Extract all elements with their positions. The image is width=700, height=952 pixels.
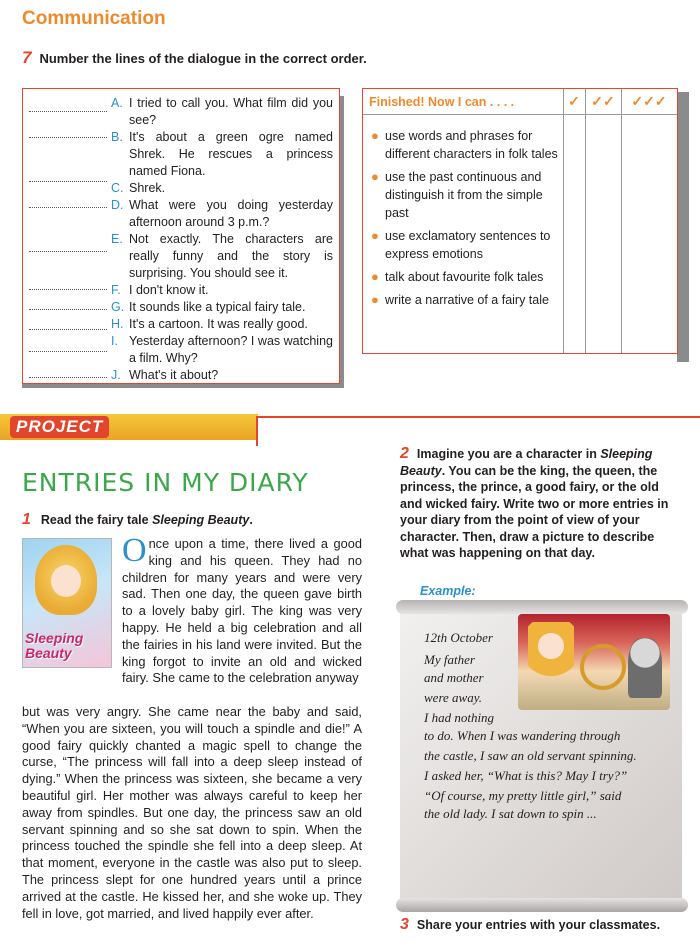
line-text: Yesterday afternoon? I was watching a film. Why? [129, 334, 333, 365]
bullet-icon: ● [371, 228, 379, 243]
project-label: PROJECT [10, 416, 109, 438]
scroll-roll-top [396, 600, 688, 614]
dialogue-line-g [111, 299, 333, 316]
exercise-number: 7 [22, 48, 32, 67]
answer-line[interactable] [29, 351, 107, 352]
old-servant-figure [628, 638, 662, 698]
instruction-title: Sleeping Beauty [152, 513, 250, 527]
answer-line[interactable] [29, 111, 107, 112]
instruction-text: Number the lines of the dialogue in the correct order. [39, 51, 367, 66]
instruction-text: Imagine you are a character in [416, 447, 601, 461]
diary-line: the old lady. I sat down to spin ... [424, 806, 597, 821]
line-letter: E. [111, 232, 123, 246]
diary-line: the castle, I saw an old servant spinning. [424, 748, 637, 763]
dialogue-box [22, 88, 340, 384]
diary-line: to do. When I was wandering through [424, 728, 621, 743]
bullet-icon: ● [371, 269, 379, 284]
line-letter: H. [111, 317, 124, 331]
check-one-icon: ✓ [568, 93, 580, 109]
exercise-number: 3 [400, 916, 409, 933]
diary-line: were away. [424, 690, 483, 705]
checklist-items [371, 127, 561, 314]
section-title: Communication [22, 8, 166, 29]
item-text: use the past continuous and distinguish it from the simple past [385, 170, 543, 220]
line-text: Not exactly. The characters are really funny and the story is surprising. You should see it. [129, 232, 333, 280]
line-letter: B. [111, 130, 123, 144]
project-divider-corner [256, 416, 258, 446]
line-letter: G. [111, 300, 125, 314]
diary-line: I had nothing [424, 710, 495, 725]
line-text: What were you doing yesterday afternoon around 3 p.m.? [129, 198, 333, 229]
story-text-bottom: but was very angry. She came near the baby and said, “When you are sixteen, you will touch a spindle and die!” A good fairy quickly chanted a magic spell to change the curse, “The princess will fall into a deep sleep instead of dying.” When the princess was sixteen, she became a very beautiful girl. Her mother was always careful to keep her away from spindles. But one day, the princess saw an old servant spinning and so she sat down to spin. When the princess touched the spindle she fell into a deep sleep. At that moment, everyone in the castle was also put to sleep. The princess slept for one hundred years until a prince arrived at the castle. He kissed her, and she woke up. They fell in love, got married, and lived happily ever after. [22, 704, 362, 921]
dialogue-line-a [111, 95, 333, 129]
book-cover-image [22, 538, 112, 668]
line-letter: I. [111, 334, 118, 348]
line-text: What's it about? [129, 368, 219, 382]
line-letter: J. [111, 368, 121, 382]
line-text: Shrek. [129, 181, 166, 195]
exercise-1-instruction [22, 511, 253, 529]
item-text: write a narrative of a fairy tale [385, 293, 549, 307]
exercise-3-instruction [400, 916, 660, 934]
instruction-text: Share your entries with your classmates. [416, 918, 661, 932]
answer-line[interactable] [29, 309, 107, 310]
dialogue-line-b [111, 129, 333, 180]
spinning-wheel [580, 644, 626, 690]
dialogue-line-f [111, 282, 333, 299]
answer-line[interactable] [29, 289, 107, 290]
exercise-number: 1 [22, 511, 31, 528]
instruction-text: Read the fairy tale [40, 513, 153, 527]
item-text: use exclamatory sentences to express emotions [385, 229, 551, 261]
project-title: ENTRIES IN MY DIARY [22, 468, 309, 497]
exercise-number: 2 [400, 445, 409, 462]
story-dropcap: O [122, 532, 147, 569]
line-text: I don't know it. [129, 283, 209, 297]
checklist-item [371, 127, 561, 163]
princess-figure [528, 622, 574, 682]
bullet-icon: ● [371, 292, 379, 307]
exercise-7-instruction [22, 48, 367, 68]
dialogue-lines [111, 95, 333, 384]
book-cover-title: Sleeping Beauty [25, 630, 84, 661]
answer-lines [29, 89, 107, 383]
diary-line: My father [424, 652, 475, 667]
check-three-icon: ✓✓✓ [631, 93, 667, 109]
diary-line: and mother [424, 670, 484, 685]
line-letter: C. [111, 181, 124, 195]
line-letter: D. [111, 198, 124, 212]
item-text: use words and phrases for different characters in folk tales [385, 129, 558, 161]
checklist-item [371, 268, 561, 286]
checklist-item [371, 291, 561, 309]
line-text: It's a cartoon. It was really good. [129, 317, 308, 331]
project-divider [258, 416, 700, 418]
line-letter: F. [111, 283, 121, 297]
item-text: talk about favourite folk tales [385, 270, 544, 284]
finished-box-shadow [677, 92, 689, 362]
line-text: It's about a green ogre named Shrek. He rescues a princess named Fiona. [129, 130, 333, 178]
story-text-top [122, 532, 362, 687]
finished-checklist [362, 88, 678, 354]
check-two-icon: ✓✓ [591, 93, 615, 109]
princess-face [51, 565, 81, 597]
dialogue-line-h [111, 316, 333, 333]
story-paragraph: nce upon a time, there lived a good king and his queen. They had no children for many years and were very sad. Then one day, the queen gave birth to a lovely baby girl. The king was very happy. He held a big celebration and all the fairies in his land were invited. But the king forgot to invite an old and wicked fairy. She came to the celebration anyway [122, 536, 362, 686]
diary-line: I asked her, “What is this? May I try?” [424, 768, 628, 783]
checklist-item [371, 227, 561, 263]
line-text: I tried to call you. What film did you see? [129, 96, 333, 127]
answer-line[interactable] [29, 329, 107, 330]
spinning-scene-image [518, 614, 670, 710]
diary-line: “Of course, my pretty little girl,” said [424, 788, 622, 803]
bullet-icon: ● [371, 169, 379, 184]
answer-line[interactable] [29, 181, 107, 182]
instruction-text-continued: . You can be the king, the queen, the princess, the prince, a good fairy, or the old and wicked fairy. Write two or more entries in your diary from the point of view of your character. Then, draw a picture to describe what was happening on that day. [400, 463, 669, 560]
answer-line[interactable] [29, 377, 107, 378]
dialogue-line-j [111, 367, 333, 384]
line-text: It sounds like a typical fairy tale. [129, 300, 306, 314]
check-column-divider [621, 89, 622, 353]
line-letter: A. [111, 96, 123, 110]
check-column-divider [585, 89, 586, 353]
diary-line: 12th October [424, 630, 493, 645]
example-label: Example: [420, 584, 476, 598]
answer-line[interactable] [29, 251, 107, 252]
dialogue-line-e [111, 231, 333, 282]
scroll-roll-bottom [396, 898, 688, 912]
exercise-2-instruction [400, 446, 682, 562]
checklist-item [371, 168, 561, 222]
answer-line[interactable] [29, 137, 107, 138]
dialogue-line-c [111, 180, 333, 197]
check-column-divider [563, 89, 564, 353]
dialogue-line-i [111, 333, 333, 367]
bullet-icon: ● [371, 128, 379, 143]
instruction-suffix: . [249, 513, 253, 527]
checklist-title: Finished! Now I can . . . . [369, 95, 515, 109]
instruction-title: Sleeping Beauty [400, 447, 653, 478]
dialogue-line-d [111, 197, 333, 231]
answer-line[interactable] [29, 207, 107, 208]
